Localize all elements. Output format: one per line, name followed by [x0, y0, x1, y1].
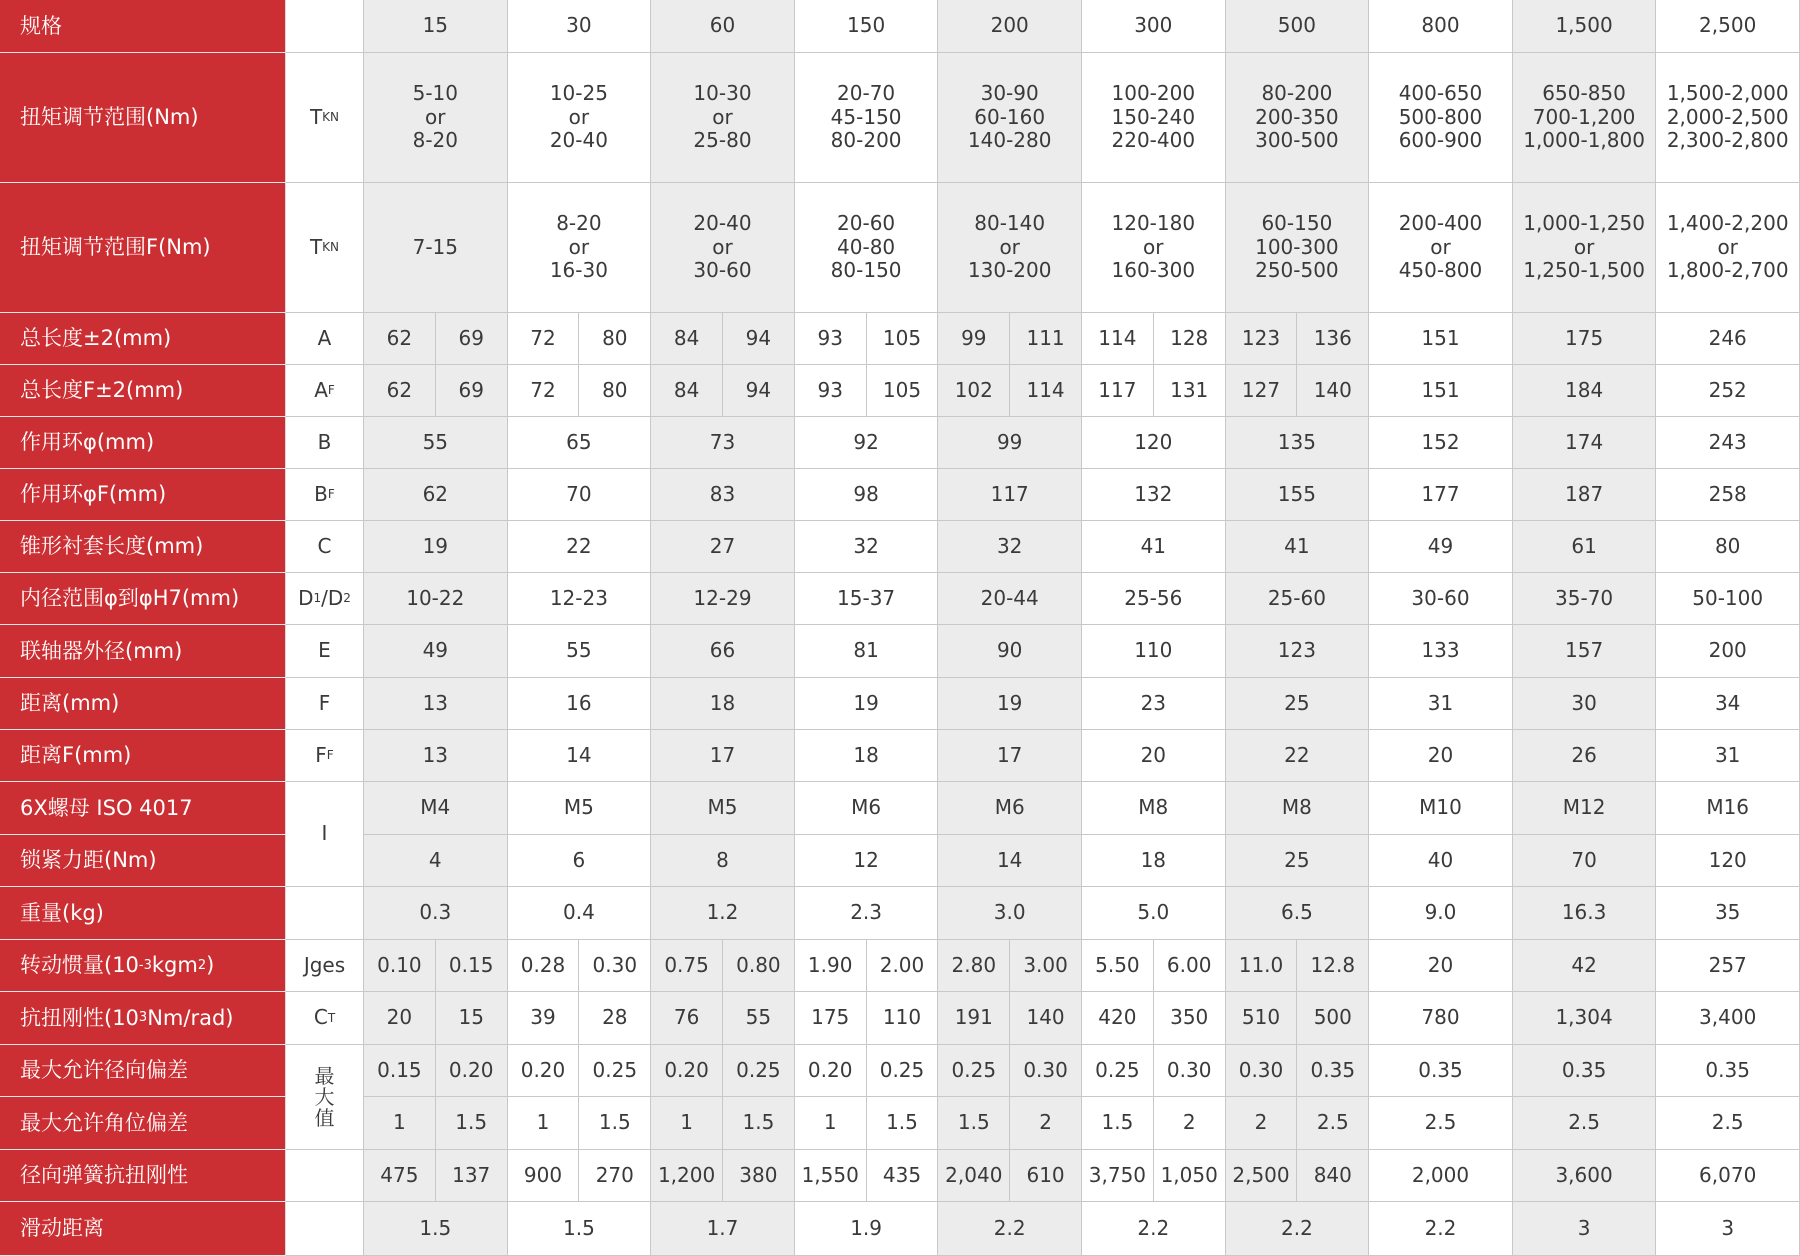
row-symbol: A — [286, 313, 364, 365]
table-cell: 10-25 or 20-40 — [508, 53, 652, 183]
table-cell: M10 — [1369, 782, 1513, 835]
row-label: 距离F(mm) — [0, 730, 286, 782]
table-cell: 13 — [364, 730, 508, 782]
table-cell: 111 — [1010, 313, 1082, 365]
table-cell: 5-10 or 8-20 — [364, 53, 508, 183]
table-cell: 110 — [867, 992, 939, 1045]
table-cell: 17 — [651, 730, 795, 782]
table-cell: 25 — [1226, 678, 1370, 730]
table-cell: 99 — [938, 313, 1010, 365]
row-label: 抗扭刚性(10 3 Nm/rad) — [0, 992, 286, 1045]
table-cell: 3.00 — [1010, 940, 1082, 992]
size-header: 150 — [795, 0, 939, 53]
table-cell: 32 — [795, 521, 939, 573]
table-cell: 0.20 — [795, 1045, 867, 1097]
table-cell: 49 — [1369, 521, 1513, 573]
table-cell: 40 — [1369, 835, 1513, 887]
table-cell: 14 — [938, 835, 1082, 887]
table-cell: 650-850 700-1,200 1,000-1,800 — [1513, 53, 1657, 183]
table-cell: 28 — [579, 992, 651, 1045]
table-cell: 27 — [651, 521, 795, 573]
row-symbol: C T — [286, 992, 364, 1045]
table-cell: 0.80 — [723, 940, 795, 992]
table-cell: 117 — [938, 469, 1082, 521]
table-cell: 2,000 — [1369, 1150, 1513, 1202]
table-cell: 6 — [508, 835, 652, 887]
table-cell: 19 — [938, 678, 1082, 730]
table-cell: 105 — [867, 365, 939, 417]
table-cell: 25-60 — [1226, 573, 1370, 625]
table-cell: 2.2 — [938, 1202, 1082, 1256]
table-cell: 6.00 — [1154, 940, 1226, 992]
table-cell: 175 — [1513, 313, 1657, 365]
table-cell: 20 — [1369, 940, 1513, 992]
table-cell: 62 — [364, 365, 436, 417]
table-cell: 3,600 — [1513, 1150, 1657, 1202]
table-cell: 1.5 — [1082, 1097, 1154, 1150]
table-cell: 80 — [579, 365, 651, 417]
table-cell: 22 — [1226, 730, 1370, 782]
table-cell: 840 — [1297, 1150, 1369, 1202]
row-label: 距离(mm) — [0, 678, 286, 730]
table-cell: 120-180 or 160-300 — [1082, 183, 1226, 313]
table-cell: 500 — [1297, 992, 1369, 1045]
row-symbol: T KN — [286, 183, 364, 313]
table-cell: 65 — [508, 417, 652, 469]
table-cell: 0.3 — [364, 887, 508, 940]
row-symbol: F — [286, 678, 364, 730]
table-cell: 99 — [938, 417, 1082, 469]
table-cell: 49 — [364, 625, 508, 678]
table-cell: 0.75 — [651, 940, 723, 992]
table-cell: 0.20 — [651, 1045, 723, 1097]
table-cell: 243 — [1656, 417, 1800, 469]
table-cell: 2,040 — [938, 1150, 1010, 1202]
table-cell: 123 — [1226, 313, 1298, 365]
table-cell: 12 — [795, 835, 939, 887]
table-cell: 3.0 — [938, 887, 1082, 940]
table-cell: 90 — [938, 625, 1082, 678]
table-cell: 2.2 — [1369, 1202, 1513, 1256]
table-cell: 31 — [1369, 678, 1513, 730]
row-label: 6X螺母 ISO 4017 — [0, 782, 286, 835]
table-cell: 12-23 — [508, 573, 652, 625]
table-cell: 20-40 or 30-60 — [651, 183, 795, 313]
table-cell: 20-60 40-80 80-150 — [795, 183, 939, 313]
table-cell: 1 — [508, 1097, 580, 1150]
row-label: 作用环φF(mm) — [0, 469, 286, 521]
table-cell: 435 — [867, 1150, 939, 1202]
table-cell: 55 — [364, 417, 508, 469]
table-cell: 187 — [1513, 469, 1657, 521]
table-cell: 0.10 — [364, 940, 436, 992]
table-cell: 61 — [1513, 521, 1657, 573]
table-cell: 2.3 — [795, 887, 939, 940]
table-cell: 1.5 — [508, 1202, 652, 1256]
table-cell: M5 — [651, 782, 795, 835]
table-cell: 5.50 — [1082, 940, 1154, 992]
table-cell: 1.90 — [795, 940, 867, 992]
table-cell: 2.2 — [1226, 1202, 1370, 1256]
table-cell: 0.30 — [1226, 1045, 1298, 1097]
table-cell: 191 — [938, 992, 1010, 1045]
table-cell: 127 — [1226, 365, 1298, 417]
table-cell: 66 — [651, 625, 795, 678]
table-cell: 14 — [508, 730, 652, 782]
header-label: 规格 — [0, 0, 286, 53]
table-cell: 11.0 — [1226, 940, 1298, 992]
table-cell: 136 — [1297, 313, 1369, 365]
table-cell: 84 — [651, 313, 723, 365]
row-symbol: T KN — [286, 53, 364, 183]
table-cell: 19 — [795, 678, 939, 730]
table-cell: 114 — [1082, 313, 1154, 365]
table-cell: 3 — [1513, 1202, 1657, 1256]
table-cell: 120 — [1082, 417, 1226, 469]
size-header: 30 — [508, 0, 652, 53]
row-label: 扭矩调节范围F(Nm) — [0, 183, 286, 313]
table-cell: 94 — [723, 313, 795, 365]
row-label: 总长度±2(mm) — [0, 313, 286, 365]
table-cell: 23 — [1082, 678, 1226, 730]
table-cell: M8 — [1226, 782, 1370, 835]
row-symbol: B F — [286, 469, 364, 521]
row-symbol: D 1 /D 2 — [286, 573, 364, 625]
row-label: 联轴器外径(mm) — [0, 625, 286, 678]
table-cell: 20 — [1369, 730, 1513, 782]
table-cell: 6.5 — [1226, 887, 1370, 940]
table-cell: 177 — [1369, 469, 1513, 521]
table-cell: 8-20 or 16-30 — [508, 183, 652, 313]
table-cell: 270 — [579, 1150, 651, 1202]
table-cell: 42 — [1513, 940, 1657, 992]
table-cell: 55 — [723, 992, 795, 1045]
table-cell: 0.25 — [867, 1045, 939, 1097]
row-label: 锥形衬套长度(mm) — [0, 521, 286, 573]
table-cell: 50-100 — [1656, 573, 1800, 625]
table-cell: 258 — [1656, 469, 1800, 521]
table-cell: 20 — [1082, 730, 1226, 782]
table-cell: 18 — [1082, 835, 1226, 887]
table-cell: 34 — [1656, 678, 1800, 730]
table-cell: 102 — [938, 365, 1010, 417]
table-cell: 175 — [795, 992, 867, 1045]
table-cell: 132 — [1082, 469, 1226, 521]
table-cell: 900 — [508, 1150, 580, 1202]
table-cell: 31 — [1656, 730, 1800, 782]
table-cell: 93 — [795, 365, 867, 417]
table-cell: 94 — [723, 365, 795, 417]
table-cell: 6,070 — [1656, 1150, 1800, 1202]
table-cell: 1.5 — [723, 1097, 795, 1150]
table-cell: 12-29 — [651, 573, 795, 625]
size-header: 200 — [938, 0, 1082, 53]
table-cell: 0.15 — [364, 1045, 436, 1097]
size-header: 1,500 — [1513, 0, 1657, 53]
table-cell: 8 — [651, 835, 795, 887]
table-cell: 0.30 — [1154, 1045, 1226, 1097]
row-symbol: F F — [286, 730, 364, 782]
table-cell: 184 — [1513, 365, 1657, 417]
row-symbol — [286, 1150, 364, 1202]
row-label: 滑动距离 — [0, 1202, 286, 1256]
table-cell: 0.30 — [1010, 1045, 1082, 1097]
table-cell: 12.8 — [1297, 940, 1369, 992]
table-cell: M5 — [508, 782, 652, 835]
table-cell: M12 — [1513, 782, 1657, 835]
table-cell: 128 — [1154, 313, 1226, 365]
table-cell: 0.25 — [1082, 1045, 1154, 1097]
row-symbol: E — [286, 625, 364, 678]
table-cell: 80 — [1656, 521, 1800, 573]
table-cell: 20 — [364, 992, 436, 1045]
table-cell: 60-150 100-300 250-500 — [1226, 183, 1370, 313]
table-cell: 151 — [1369, 313, 1513, 365]
table-cell: 92 — [795, 417, 939, 469]
table-cell: 137 — [436, 1150, 508, 1202]
table-cell: 0.35 — [1513, 1045, 1657, 1097]
table-cell: 152 — [1369, 417, 1513, 469]
table-cell: 39 — [508, 992, 580, 1045]
table-cell: 105 — [867, 313, 939, 365]
table-cell: 1.5 — [867, 1097, 939, 1150]
table-cell: 30-60 — [1369, 573, 1513, 625]
table-cell: 73 — [651, 417, 795, 469]
table-cell: 1.5 — [364, 1202, 508, 1256]
table-cell: 114 — [1010, 365, 1082, 417]
row-label: 径向弹簧抗扭刚性 — [0, 1150, 286, 1202]
table-cell: 100-200 150-240 220-400 — [1082, 53, 1226, 183]
table-cell: 131 — [1154, 365, 1226, 417]
table-cell: 252 — [1656, 365, 1800, 417]
table-cell: 70 — [508, 469, 652, 521]
table-cell: 2.80 — [938, 940, 1010, 992]
table-cell: 0.35 — [1656, 1045, 1800, 1097]
table-cell: 400-650 500-800 600-900 — [1369, 53, 1513, 183]
table-cell: 110 — [1082, 625, 1226, 678]
table-cell: 2.00 — [867, 940, 939, 992]
table-cell: 2 — [1154, 1097, 1226, 1150]
table-cell: 7-15 — [364, 183, 508, 313]
size-header: 15 — [364, 0, 508, 53]
size-header: 60 — [651, 0, 795, 53]
table-cell: 0.35 — [1369, 1045, 1513, 1097]
row-label: 转动惯量(10 -3 kgm 2 ) — [0, 940, 286, 992]
table-cell: 62 — [364, 313, 436, 365]
table-cell: 380 — [723, 1150, 795, 1202]
table-cell: 3,400 — [1656, 992, 1800, 1045]
header-symbol — [286, 0, 364, 53]
table-cell: 1 — [364, 1097, 436, 1150]
table-cell: 1,200 — [651, 1150, 723, 1202]
table-cell: 4 — [364, 835, 508, 887]
row-label: 重量(kg) — [0, 887, 286, 940]
size-header: 800 — [1369, 0, 1513, 53]
table-cell: 19 — [364, 521, 508, 573]
table-cell: 123 — [1226, 625, 1370, 678]
row-symbol — [286, 1202, 364, 1256]
table-cell: 3,750 — [1082, 1150, 1154, 1202]
table-cell: 1.7 — [651, 1202, 795, 1256]
table-cell: M6 — [938, 782, 1082, 835]
table-cell: 93 — [795, 313, 867, 365]
size-header: 300 — [1082, 0, 1226, 53]
table-cell: 20-70 45-150 80-200 — [795, 53, 939, 183]
row-label: 锁紧力距(Nm) — [0, 835, 286, 887]
table-cell: 133 — [1369, 625, 1513, 678]
table-cell: 0.4 — [508, 887, 652, 940]
table-cell: 0.30 — [579, 940, 651, 992]
table-cell: 15-37 — [795, 573, 939, 625]
table-cell: 1,500-2,000 2,000-2,500 2,300-2,800 — [1656, 53, 1800, 183]
row-symbol: Jges — [286, 940, 364, 992]
table-cell: 25-56 — [1082, 573, 1226, 625]
table-cell: 200 — [1656, 625, 1800, 678]
table-cell: 1,304 — [1513, 992, 1657, 1045]
table-cell: 62 — [364, 469, 508, 521]
table-cell: 510 — [1226, 992, 1298, 1045]
table-cell: 0.25 — [938, 1045, 1010, 1097]
table-cell: 55 — [508, 625, 652, 678]
table-cell: 350 — [1154, 992, 1226, 1045]
table-cell: 15 — [436, 992, 508, 1045]
table-cell: 2 — [1010, 1097, 1082, 1150]
table-cell: 135 — [1226, 417, 1370, 469]
table-cell: 30-90 60-160 140-280 — [938, 53, 1082, 183]
table-cell: 0.25 — [723, 1045, 795, 1097]
table-cell: 18 — [795, 730, 939, 782]
table-cell: 26 — [1513, 730, 1657, 782]
table-cell: 246 — [1656, 313, 1800, 365]
table-cell: 16 — [508, 678, 652, 730]
table-cell: 83 — [651, 469, 795, 521]
table-cell: 2.5 — [1369, 1097, 1513, 1150]
table-cell: 420 — [1082, 992, 1154, 1045]
table-cell: 151 — [1369, 365, 1513, 417]
table-cell: M6 — [795, 782, 939, 835]
row-label: 最大允许角位偏差 — [0, 1097, 286, 1150]
table-cell: 35-70 — [1513, 573, 1657, 625]
row-label: 内径范围φ到φH7(mm) — [0, 573, 286, 625]
table-cell: M16 — [1656, 782, 1800, 835]
table-cell: 2.5 — [1297, 1097, 1369, 1150]
table-cell: 0.20 — [508, 1045, 580, 1097]
table-cell: 35 — [1656, 887, 1800, 940]
table-cell: 2 — [1226, 1097, 1298, 1150]
table-cell: 18 — [651, 678, 795, 730]
table-cell: 5.0 — [1082, 887, 1226, 940]
table-cell: 257 — [1656, 940, 1800, 992]
table-cell: 1 — [795, 1097, 867, 1150]
table-cell: 0.28 — [508, 940, 580, 992]
table-cell: 1 — [651, 1097, 723, 1150]
table-cell: 80-200 200-350 300-500 — [1226, 53, 1370, 183]
row-symbol: A F — [286, 365, 364, 417]
table-cell: 72 — [508, 365, 580, 417]
row-symbol — [286, 887, 364, 940]
table-cell: 98 — [795, 469, 939, 521]
row-symbol: C — [286, 521, 364, 573]
table-cell: 780 — [1369, 992, 1513, 1045]
row-label: 总长度F±2(mm) — [0, 365, 286, 417]
table-cell: 69 — [436, 365, 508, 417]
table-cell: 20-44 — [938, 573, 1082, 625]
table-cell: 2,500 — [1226, 1150, 1298, 1202]
table-cell: 1.5 — [938, 1097, 1010, 1150]
table-cell: 16.3 — [1513, 887, 1657, 940]
table-cell: 1.5 — [436, 1097, 508, 1150]
table-cell: 140 — [1297, 365, 1369, 417]
table-cell: 80 — [579, 313, 651, 365]
table-cell: 17 — [938, 730, 1082, 782]
row-label: 最大允许径向偏差 — [0, 1045, 286, 1097]
row-symbol: 最 大 值 — [286, 1045, 364, 1150]
table-cell: 10-22 — [364, 573, 508, 625]
table-cell: 200-400 or 450-800 — [1369, 183, 1513, 313]
table-cell: 69 — [436, 313, 508, 365]
table-cell: 81 — [795, 625, 939, 678]
table-cell: 25 — [1226, 835, 1370, 887]
table-cell: 0.20 — [436, 1045, 508, 1097]
table-cell: 0.25 — [579, 1045, 651, 1097]
row-label: 作用环φ(mm) — [0, 417, 286, 469]
table-cell: 0.15 — [436, 940, 508, 992]
size-header: 500 — [1226, 0, 1370, 53]
table-cell: 1.5 — [579, 1097, 651, 1150]
table-cell: 13 — [364, 678, 508, 730]
table-cell: 30 — [1513, 678, 1657, 730]
table-cell: 41 — [1082, 521, 1226, 573]
table-cell: 157 — [1513, 625, 1657, 678]
table-cell: 140 — [1010, 992, 1082, 1045]
table-cell: 3 — [1656, 1202, 1800, 1256]
table-cell: 1,400-2,200 or 1,800-2,700 — [1656, 183, 1800, 313]
table-cell: 1,050 — [1154, 1150, 1226, 1202]
table-cell: 117 — [1082, 365, 1154, 417]
row-label: 扭矩调节范围(Nm) — [0, 53, 286, 183]
table-cell: 2.5 — [1656, 1097, 1800, 1150]
table-cell: 120 — [1656, 835, 1800, 887]
table-cell: 41 — [1226, 521, 1370, 573]
table-cell: 475 — [364, 1150, 436, 1202]
table-cell: 2.5 — [1513, 1097, 1657, 1150]
table-cell: 1.9 — [795, 1202, 939, 1256]
table-cell: 22 — [508, 521, 652, 573]
table-cell: M4 — [364, 782, 508, 835]
table-cell: 1,550 — [795, 1150, 867, 1202]
table-cell: 10-30 or 25-80 — [651, 53, 795, 183]
table-cell: 610 — [1010, 1150, 1082, 1202]
size-header: 2,500 — [1656, 0, 1800, 53]
table-cell: 32 — [938, 521, 1082, 573]
table-cell: 2.2 — [1082, 1202, 1226, 1256]
table-cell: 72 — [508, 313, 580, 365]
table-cell: 1,000-1,250 or 1,250-1,500 — [1513, 183, 1657, 313]
table-cell: 155 — [1226, 469, 1370, 521]
row-symbol: B — [286, 417, 364, 469]
table-cell: 84 — [651, 365, 723, 417]
table-cell: 174 — [1513, 417, 1657, 469]
table-cell: M8 — [1082, 782, 1226, 835]
table-cell: 76 — [651, 992, 723, 1045]
table-cell: 9.0 — [1369, 887, 1513, 940]
table-cell: 70 — [1513, 835, 1657, 887]
table-cell: 0.35 — [1297, 1045, 1369, 1097]
row-symbol: I — [286, 782, 364, 887]
table-cell: 80-140 or 130-200 — [938, 183, 1082, 313]
table-cell: 1.2 — [651, 887, 795, 940]
